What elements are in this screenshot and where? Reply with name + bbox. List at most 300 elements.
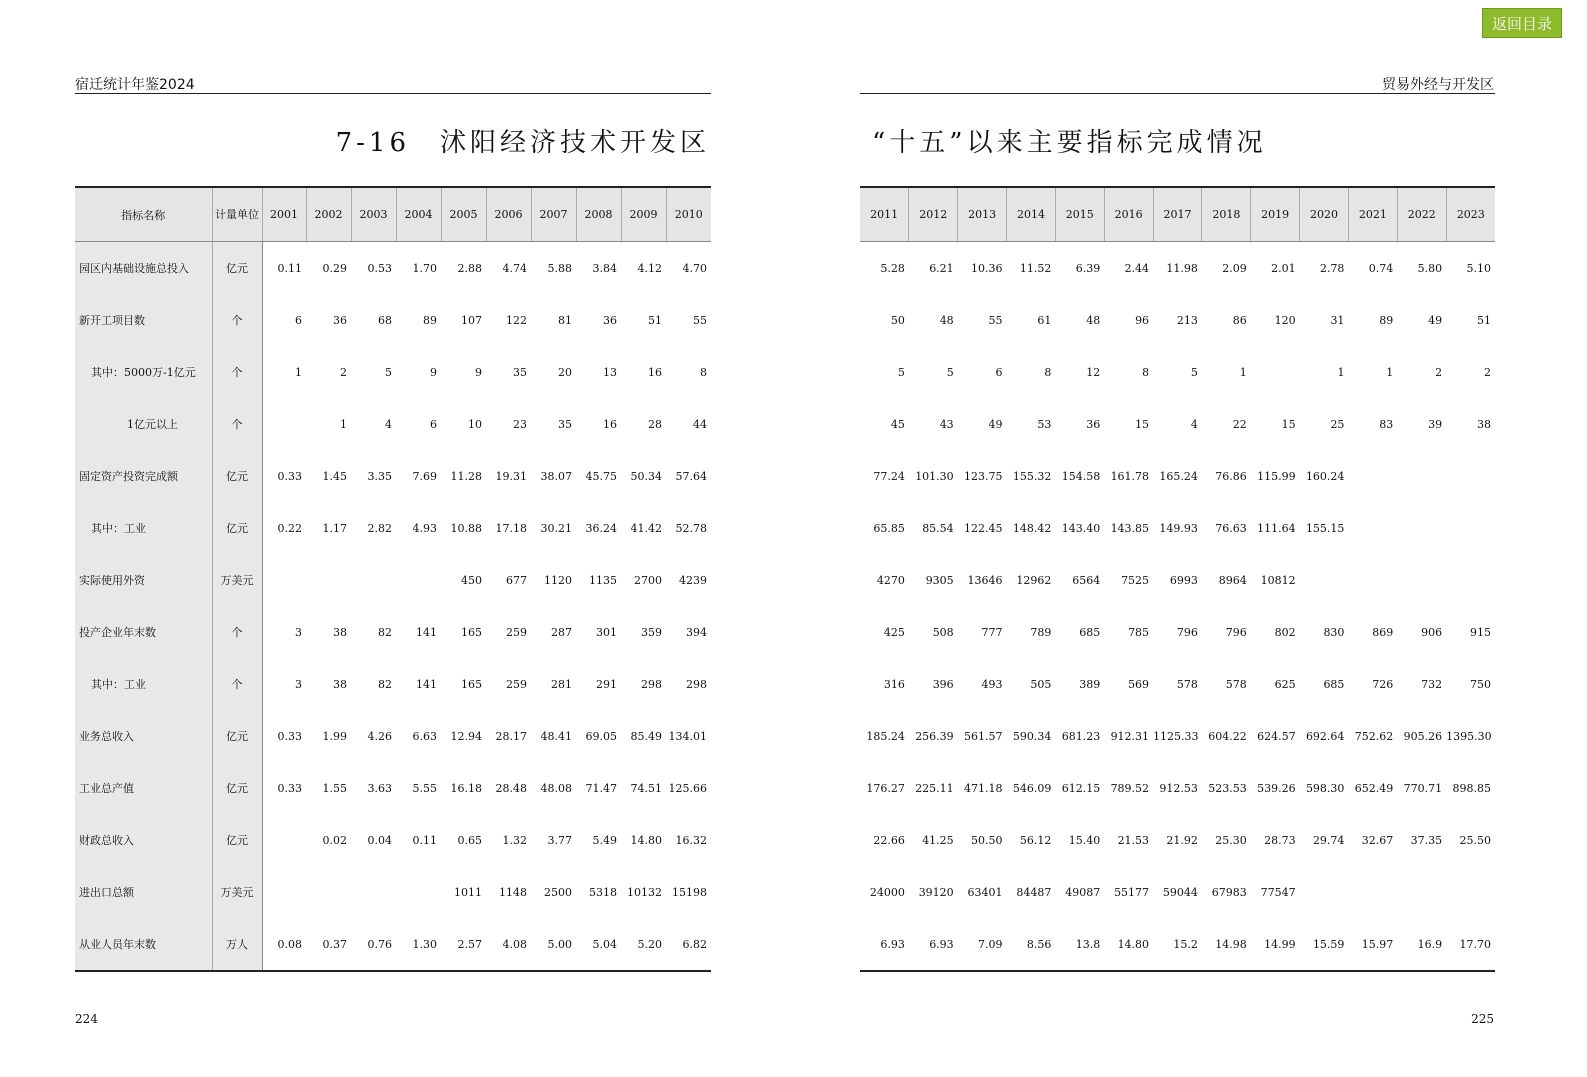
indicator-unit: 个 xyxy=(212,398,262,450)
indicator-name: 投产企业年末数 xyxy=(75,606,212,658)
data-cell: 359 xyxy=(641,625,662,639)
data-cell: 15 xyxy=(1135,417,1150,431)
data-cell: 49 xyxy=(1428,313,1443,327)
data-cell: 76.86 xyxy=(1215,469,1247,483)
data-cell: 0.04 xyxy=(367,833,392,847)
data-cell xyxy=(1397,502,1446,554)
data-cell: 471.18 xyxy=(964,781,1003,795)
data-cell: 16.18 xyxy=(450,781,482,795)
header-year: 2007 xyxy=(531,187,576,242)
data-cell: 89 xyxy=(1379,313,1394,327)
left-table-header xyxy=(75,187,711,242)
table-row xyxy=(860,918,1495,971)
data-cell: 0.11 xyxy=(412,833,437,847)
data-cell: 4.26 xyxy=(367,729,392,743)
data-cell: 30.21 xyxy=(540,521,572,535)
data-cell: 796 xyxy=(1176,625,1198,639)
data-cell: 1135 xyxy=(589,573,617,587)
data-cell: 111.64 xyxy=(1257,521,1296,535)
data-cell: 752.62 xyxy=(1354,729,1394,743)
data-cell: 1011 xyxy=(454,885,482,899)
indicator-unit: 亿元 xyxy=(212,502,262,554)
data-cell: 149.93 xyxy=(1159,521,1198,535)
data-cell: 38 xyxy=(1477,417,1491,431)
data-cell: 3.35 xyxy=(367,469,392,483)
data-cell: 71.47 xyxy=(585,781,617,795)
indicator-unit: 万美元 xyxy=(212,554,262,606)
data-cell: 165 xyxy=(461,677,482,691)
right-header-rule xyxy=(860,93,1495,94)
header-year: 2014 xyxy=(1007,187,1056,242)
data-cell: 259 xyxy=(506,625,527,639)
data-cell: 15 xyxy=(1281,417,1296,431)
table-row xyxy=(75,242,711,295)
data-cell: 2 xyxy=(340,365,347,379)
data-cell: 450 xyxy=(461,573,482,587)
data-cell: 394 xyxy=(686,625,707,639)
data-cell: 1.32 xyxy=(502,833,527,847)
data-cell: 83 xyxy=(1379,417,1394,431)
data-cell: 55177 xyxy=(1114,885,1150,899)
data-cell: 225.11 xyxy=(915,781,954,795)
data-cell: 19.31 xyxy=(495,469,527,483)
data-cell: 10132 xyxy=(627,885,662,899)
table-row xyxy=(860,658,1495,710)
data-cell: 185.24 xyxy=(866,729,905,743)
data-cell: 44 xyxy=(693,417,707,431)
indicator-unit: 亿元 xyxy=(212,242,262,295)
table-row xyxy=(860,450,1495,502)
header-year: 2010 xyxy=(666,187,711,242)
data-cell: 15.2 xyxy=(1173,937,1198,951)
data-cell: 7.09 xyxy=(978,937,1003,951)
data-cell: 569 xyxy=(1128,677,1150,691)
data-cell: 155.32 xyxy=(1012,469,1052,483)
right-running-head: 贸易外经与开发区 xyxy=(1382,77,1494,93)
data-cell: 9 xyxy=(475,365,482,379)
data-cell: 1120 xyxy=(544,573,572,587)
indicator-name: 从业人员年末数 xyxy=(75,918,212,971)
data-cell: 298 xyxy=(641,677,662,691)
data-cell: 830 xyxy=(1323,625,1345,639)
table-row xyxy=(75,866,711,918)
data-cell: 49087 xyxy=(1065,885,1101,899)
table-row xyxy=(860,554,1495,606)
data-cell: 1148 xyxy=(499,885,527,899)
data-cell: 389 xyxy=(1079,677,1101,691)
indicator-name: 工业总产值 xyxy=(75,762,212,814)
data-cell: 143.40 xyxy=(1061,521,1101,535)
data-cell: 6 xyxy=(995,365,1003,379)
data-cell: 160.24 xyxy=(1305,469,1345,483)
table-row xyxy=(860,866,1495,918)
header-year: 2009 xyxy=(621,187,666,242)
data-cell: 5.28 xyxy=(880,261,905,275)
data-cell: 43 xyxy=(939,417,954,431)
indicator-name: 业务总收入 xyxy=(75,710,212,762)
data-cell: 25.30 xyxy=(1215,833,1247,847)
data-cell xyxy=(306,866,351,918)
data-cell: 681.23 xyxy=(1061,729,1101,743)
data-cell: 2.78 xyxy=(1319,261,1345,275)
data-cell: 48.41 xyxy=(540,729,572,743)
data-cell: 36 xyxy=(603,313,617,327)
indicator-name: 其中：工业 xyxy=(75,658,212,710)
data-cell: 28.48 xyxy=(495,781,527,795)
data-cell: 28 xyxy=(648,417,662,431)
data-cell: 2.57 xyxy=(457,937,482,951)
indicator-unit: 万人 xyxy=(212,918,262,971)
indicator-name: 财政总收入 xyxy=(75,814,212,866)
data-cell: 1395.30 xyxy=(1446,729,1492,743)
table-row xyxy=(75,710,711,762)
table-row xyxy=(860,398,1495,450)
data-cell: 115.99 xyxy=(1257,469,1296,483)
data-cell: 12 xyxy=(1086,365,1101,379)
header-year: 2008 xyxy=(576,187,621,242)
table-row xyxy=(860,814,1495,866)
left-page-number: 224 xyxy=(75,1012,98,1026)
data-cell: 425 xyxy=(883,625,905,639)
data-cell xyxy=(1397,450,1446,502)
data-cell: 6 xyxy=(430,417,437,431)
data-cell: 41.25 xyxy=(922,833,954,847)
data-cell: 16.32 xyxy=(675,833,707,847)
data-cell: 9305 xyxy=(925,573,954,587)
data-cell: 0.08 xyxy=(277,937,302,951)
data-cell: 1.99 xyxy=(322,729,347,743)
data-cell: 6.21 xyxy=(929,261,954,275)
data-cell: 39 xyxy=(1428,417,1443,431)
data-cell: 898.85 xyxy=(1452,781,1491,795)
data-cell: 36 xyxy=(333,313,347,327)
data-cell: 36 xyxy=(1086,417,1101,431)
data-cell xyxy=(262,814,306,866)
data-cell: 677 xyxy=(506,573,527,587)
data-cell: 50.34 xyxy=(630,469,662,483)
data-cell: 2.44 xyxy=(1124,261,1150,275)
data-cell: 5.80 xyxy=(1417,261,1443,275)
indicator-name: 实际使用外资 xyxy=(75,554,212,606)
data-cell: 5 xyxy=(1190,365,1198,379)
data-cell: 77.24 xyxy=(873,469,905,483)
data-cell: 35 xyxy=(513,365,527,379)
data-cell: 13 xyxy=(603,365,617,379)
data-cell: 777 xyxy=(981,625,1003,639)
data-cell: 6 xyxy=(295,313,302,327)
header-year: 2023 xyxy=(1446,187,1495,242)
header-year: 2017 xyxy=(1153,187,1202,242)
data-cell xyxy=(262,398,306,450)
left-header-rule xyxy=(75,93,711,94)
data-cell: 9 xyxy=(430,365,437,379)
data-cell: 561.57 xyxy=(964,729,1003,743)
data-cell: 155.15 xyxy=(1305,521,1345,535)
data-cell xyxy=(396,554,441,606)
data-cell: 5.55 xyxy=(412,781,437,795)
data-cell: 5 xyxy=(946,365,954,379)
data-cell: 15.97 xyxy=(1361,937,1394,951)
data-cell: 1 xyxy=(1239,365,1247,379)
data-cell: 24000 xyxy=(869,885,905,899)
data-cell: 15.40 xyxy=(1068,833,1101,847)
data-cell: 17.18 xyxy=(495,521,527,535)
indicator-name: 固定资产投资完成额 xyxy=(75,450,212,502)
data-cell: 0.33 xyxy=(277,729,302,743)
data-cell: 5318 xyxy=(589,885,617,899)
back-to-contents-button[interactable]: 返回目录 xyxy=(1482,8,1562,38)
data-cell: 732 xyxy=(1421,677,1443,691)
data-cell: 546.09 xyxy=(1012,781,1052,795)
header-year: 2011 xyxy=(860,187,909,242)
data-cell: 22.66 xyxy=(873,833,905,847)
table-row xyxy=(75,294,711,346)
data-cell: 0.02 xyxy=(322,833,347,847)
data-cell: 52.78 xyxy=(675,521,707,535)
data-cell: 685 xyxy=(1323,677,1345,691)
data-cell: 301 xyxy=(596,625,617,639)
data-cell: 0.37 xyxy=(322,937,347,951)
data-cell: 4.74 xyxy=(502,261,527,275)
indicator-unit: 个 xyxy=(212,346,262,398)
data-cell: 28.17 xyxy=(495,729,527,743)
header-year: 2022 xyxy=(1397,187,1446,242)
data-cell: 2700 xyxy=(634,573,662,587)
data-cell xyxy=(1397,554,1446,606)
data-cell: 0.74 xyxy=(1368,261,1394,275)
data-cell: 5.10 xyxy=(1466,261,1491,275)
data-cell: 539.26 xyxy=(1257,781,1296,795)
data-cell: 22 xyxy=(1232,417,1247,431)
indicator-name: 新开工项目数 xyxy=(75,294,212,346)
data-cell: 74.51 xyxy=(630,781,662,795)
indicator-name: 其中：工业 xyxy=(75,502,212,554)
data-cell: 17.70 xyxy=(1459,937,1491,951)
data-cell: 122.45 xyxy=(964,521,1003,535)
table-row xyxy=(75,658,711,710)
data-cell: 63401 xyxy=(967,885,1003,899)
indicator-name: 其中：5000万-1亿元 xyxy=(75,346,212,398)
indicator-unit: 个 xyxy=(212,606,262,658)
data-cell xyxy=(351,554,396,606)
table-row xyxy=(75,814,711,866)
data-cell: 789 xyxy=(1030,625,1052,639)
data-cell: 5.88 xyxy=(547,261,572,275)
data-cell: 77547 xyxy=(1260,885,1296,899)
data-cell: 101.30 xyxy=(915,469,954,483)
data-cell: 523.53 xyxy=(1208,781,1247,795)
indicator-unit: 个 xyxy=(212,658,262,710)
data-cell: 61 xyxy=(1037,313,1052,327)
data-cell: 13646 xyxy=(967,573,1003,587)
data-cell: 8 xyxy=(1142,365,1150,379)
data-cell: 3.63 xyxy=(367,781,392,795)
data-cell: 20 xyxy=(558,365,572,379)
data-cell: 906 xyxy=(1421,625,1443,639)
data-cell: 48 xyxy=(1086,313,1101,327)
data-cell: 84487 xyxy=(1016,885,1052,899)
data-cell: 1125.33 xyxy=(1153,729,1199,743)
data-cell: 6.63 xyxy=(412,729,437,743)
data-cell: 56.12 xyxy=(1019,833,1052,847)
data-cell: 123.75 xyxy=(964,469,1003,483)
data-cell: 31 xyxy=(1330,313,1345,327)
header-year: 2002 xyxy=(306,187,351,242)
data-cell xyxy=(1348,866,1397,918)
data-cell: 36.24 xyxy=(585,521,617,535)
data-cell: 8 xyxy=(1044,365,1052,379)
data-cell: 59044 xyxy=(1162,885,1198,899)
data-cell xyxy=(306,554,351,606)
data-cell: 578 xyxy=(1225,677,1247,691)
table-row xyxy=(75,346,711,398)
data-cell: 11.98 xyxy=(1166,261,1198,275)
header-year: 2020 xyxy=(1300,187,1349,242)
data-cell: 67983 xyxy=(1211,885,1247,899)
data-cell xyxy=(1251,346,1300,398)
table-row xyxy=(75,554,711,606)
data-cell: 38 xyxy=(333,677,347,691)
table-row xyxy=(860,294,1495,346)
data-cell: 8.56 xyxy=(1026,937,1052,951)
data-cell: 770.71 xyxy=(1403,781,1443,795)
data-cell: 50.50 xyxy=(971,833,1003,847)
data-cell: 612.15 xyxy=(1061,781,1101,795)
header-year: 2021 xyxy=(1348,187,1397,242)
data-cell: 161.78 xyxy=(1110,469,1150,483)
data-cell: 8964 xyxy=(1218,573,1247,587)
data-cell: 120 xyxy=(1274,313,1296,327)
data-cell: 0.33 xyxy=(277,781,302,795)
data-cell: 590.34 xyxy=(1012,729,1052,743)
header-year: 2013 xyxy=(958,187,1007,242)
data-cell: 96 xyxy=(1135,313,1150,327)
data-cell: 281 xyxy=(551,677,572,691)
data-cell xyxy=(351,866,396,918)
data-cell: 148.42 xyxy=(1012,521,1052,535)
data-cell: 4.08 xyxy=(502,937,527,951)
data-cell: 11.28 xyxy=(450,469,482,483)
data-cell: 6.93 xyxy=(880,937,905,951)
data-cell xyxy=(1300,866,1349,918)
data-cell: 6993 xyxy=(1169,573,1198,587)
data-cell: 81 xyxy=(558,313,572,327)
data-cell: 692.64 xyxy=(1305,729,1345,743)
data-cell: 122 xyxy=(506,313,527,327)
data-cell: 8 xyxy=(700,365,707,379)
data-cell: 57.64 xyxy=(675,469,707,483)
data-cell: 50 xyxy=(890,313,905,327)
data-cell: 10.88 xyxy=(450,521,482,535)
header-year: 2016 xyxy=(1104,187,1153,242)
left-running-head: 宿迁统计年鉴2024 xyxy=(75,77,195,93)
table-row xyxy=(75,606,711,658)
data-cell xyxy=(1446,554,1495,606)
data-cell: 85.49 xyxy=(630,729,662,743)
data-cell: 4.93 xyxy=(412,521,437,535)
data-cell: 55 xyxy=(988,313,1003,327)
data-cell: 154.58 xyxy=(1061,469,1101,483)
data-cell: 53 xyxy=(1037,417,1052,431)
data-cell: 13.8 xyxy=(1075,937,1101,951)
data-cell: 789.52 xyxy=(1110,781,1150,795)
data-cell: 1.70 xyxy=(412,261,437,275)
data-cell: 2.09 xyxy=(1222,261,1247,275)
data-cell: 2.82 xyxy=(367,521,392,535)
data-cell: 213 xyxy=(1176,313,1198,327)
indicator-unit: 亿元 xyxy=(212,814,262,866)
data-cell: 316 xyxy=(883,677,905,691)
data-cell: 2 xyxy=(1435,365,1443,379)
data-cell: 85.54 xyxy=(922,521,954,535)
data-cell: 23 xyxy=(513,417,527,431)
data-cell: 82 xyxy=(378,625,392,639)
data-cell: 21.53 xyxy=(1117,833,1150,847)
data-cell: 652.49 xyxy=(1354,781,1394,795)
data-cell: 6.82 xyxy=(682,937,707,951)
indicator-unit: 万美元 xyxy=(212,866,262,918)
data-cell: 55 xyxy=(693,313,707,327)
indicator-name: 园区内基础设施总投入 xyxy=(75,242,212,295)
data-cell: 82 xyxy=(378,677,392,691)
data-cell: 5 xyxy=(385,365,392,379)
data-cell: 0.29 xyxy=(322,261,347,275)
data-cell: 14.98 xyxy=(1215,937,1247,951)
data-cell: 15.59 xyxy=(1312,937,1345,951)
data-cell: 35 xyxy=(558,417,572,431)
data-cell: 7.69 xyxy=(412,469,437,483)
header-indicator-name: 指标名称 xyxy=(75,187,212,242)
data-cell: 915 xyxy=(1470,625,1491,639)
data-cell: 396 xyxy=(932,677,954,691)
right-data-table xyxy=(860,186,1495,972)
data-cell: 1 xyxy=(1386,365,1394,379)
header-year: 2004 xyxy=(396,187,441,242)
data-cell xyxy=(1446,450,1495,502)
data-cell: 4 xyxy=(1190,417,1198,431)
data-cell: 86 xyxy=(1232,313,1247,327)
data-cell: 750 xyxy=(1470,677,1491,691)
data-cell: 39120 xyxy=(918,885,954,899)
indicator-unit: 亿元 xyxy=(212,762,262,814)
data-cell: 10.36 xyxy=(971,261,1003,275)
data-cell: 15198 xyxy=(672,885,707,899)
data-cell: 3 xyxy=(295,677,302,691)
data-cell: 2500 xyxy=(544,885,572,899)
data-cell: 38.07 xyxy=(540,469,572,483)
data-cell: 869 xyxy=(1372,625,1394,639)
indicator-unit: 个 xyxy=(212,294,262,346)
header-year: 2005 xyxy=(441,187,486,242)
data-cell: 259 xyxy=(506,677,527,691)
data-cell: 5 xyxy=(897,365,905,379)
data-cell: 1 xyxy=(340,417,347,431)
data-cell: 508 xyxy=(932,625,954,639)
data-cell xyxy=(396,866,441,918)
data-cell: 14.80 xyxy=(630,833,662,847)
data-cell: 38 xyxy=(333,625,347,639)
data-cell: 1.30 xyxy=(412,937,437,951)
data-cell: 298 xyxy=(686,677,707,691)
header-year: 2019 xyxy=(1251,187,1300,242)
data-cell: 912.31 xyxy=(1110,729,1150,743)
data-cell: 1.17 xyxy=(322,521,347,535)
data-cell: 624.57 xyxy=(1257,729,1296,743)
data-cell: 291 xyxy=(596,677,617,691)
left-page-title: 7-16 沭阳经济技术开发区 xyxy=(335,128,710,158)
right-table-header xyxy=(860,187,1495,242)
table-row xyxy=(860,762,1495,814)
